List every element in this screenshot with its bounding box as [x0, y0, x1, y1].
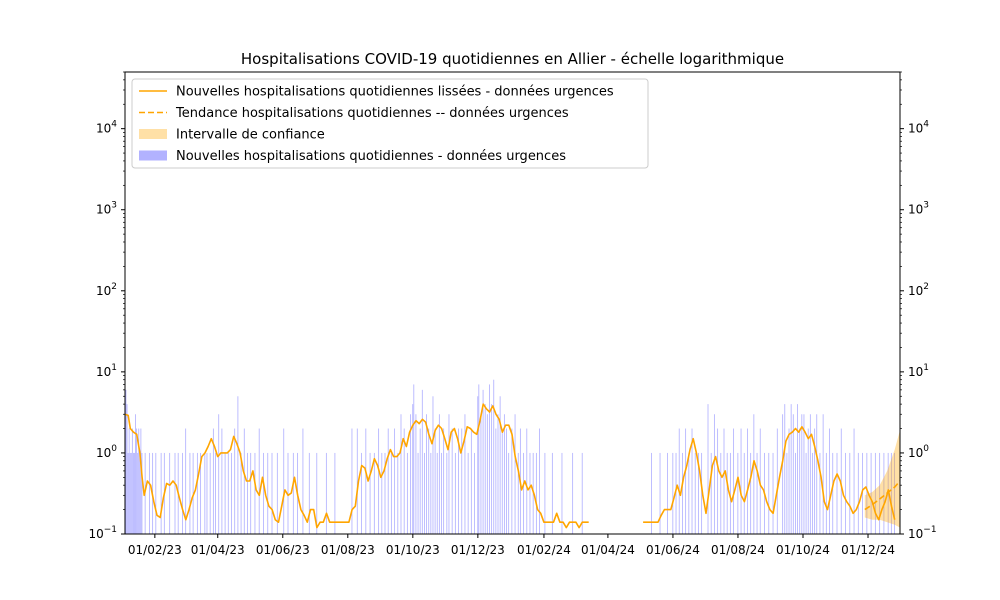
- daily-bar: [478, 384, 479, 534]
- x-tick-label: 01/10/23: [385, 543, 440, 557]
- daily-bar: [401, 414, 402, 534]
- y-tick-label-left: $10^3$: [95, 200, 117, 217]
- daily-bar: [837, 453, 838, 534]
- daily-bar: [426, 414, 427, 534]
- daily-bar: [784, 404, 785, 534]
- daily-bar: [506, 429, 507, 534]
- daily-bar: [801, 414, 802, 534]
- daily-bar: [866, 453, 867, 534]
- daily-bar: [741, 429, 742, 534]
- x-tick-label: 01/04/23: [190, 543, 245, 557]
- daily-bar: [511, 429, 512, 534]
- daily-bar: [415, 414, 416, 534]
- daily-bar: [133, 453, 134, 534]
- daily-bar: [430, 453, 431, 534]
- y-tick-label-right: $10^4$: [908, 119, 930, 136]
- daily-bar: [753, 414, 754, 534]
- daily-bar: [791, 404, 792, 534]
- x-tick-label: 01/02/24: [516, 543, 571, 557]
- x-tick-label: 01/06/23: [255, 543, 310, 557]
- daily-bar: [485, 404, 486, 534]
- y-tick-label-left: $10^0$: [95, 443, 117, 460]
- daily-bar: [789, 429, 790, 534]
- x-tick-label: 01/04/24: [580, 543, 635, 557]
- y-tick-label-left: $10^{-1}$: [88, 525, 117, 541]
- daily-bar: [500, 396, 501, 534]
- daily-bar: [225, 453, 226, 534]
- y-tick-label-right: $10^2$: [908, 281, 930, 298]
- daily-bar: [733, 429, 734, 534]
- daily-bar: [441, 453, 442, 534]
- daily-bar: [452, 429, 453, 534]
- daily-bar: [449, 414, 450, 534]
- y-tick-label-right: $10^3$: [908, 200, 930, 217]
- daily-bar: [468, 453, 469, 534]
- daily-bar: [688, 453, 689, 534]
- daily-bar: [823, 414, 824, 534]
- daily-bar: [777, 429, 778, 534]
- daily-bar: [418, 453, 419, 534]
- daily-bar: [808, 429, 809, 534]
- daily-bar: [259, 429, 260, 534]
- daily-bar: [135, 414, 136, 534]
- daily-bar: [737, 453, 738, 534]
- daily-bar: [394, 429, 395, 534]
- daily-bar: [720, 453, 721, 534]
- daily-bar: [283, 429, 284, 534]
- daily-bar: [293, 453, 294, 534]
- daily-bar: [132, 429, 133, 534]
- daily-bar: [126, 390, 127, 534]
- daily-bar: [816, 414, 817, 534]
- daily-bar: [247, 453, 248, 534]
- daily-bar: [381, 453, 382, 534]
- x-tick-label: 01/10/24: [776, 543, 830, 557]
- daily-bar: [829, 429, 830, 534]
- daily-bar: [127, 404, 128, 534]
- daily-bar: [221, 429, 222, 534]
- daily-bar: [799, 429, 800, 534]
- daily-bar: [215, 453, 216, 534]
- x-tick-label: 01/06/24: [645, 543, 700, 557]
- chart-title: Hospitalisations COVID-19 quotidiennes en Allier - échelle logarithmique: [240, 50, 785, 68]
- legend-label: Nouvelles hospitalisations quotidiennes lissées - données urgences: [176, 84, 614, 100]
- daily-bar: [820, 453, 821, 534]
- daily-bar: [388, 429, 389, 534]
- daily-bar: [139, 453, 140, 534]
- x-tick-label: 01/08/23: [320, 543, 375, 557]
- daily-bar: [795, 453, 796, 534]
- daily-bar: [155, 453, 156, 534]
- legend-swatch-bar: [139, 151, 167, 161]
- daily-bar: [724, 429, 725, 534]
- x-tick-label: 01/12/23: [450, 543, 505, 557]
- daily-bar: [498, 414, 499, 534]
- daily-bar: [530, 453, 531, 534]
- daily-bar: [523, 453, 524, 534]
- daily-bar: [489, 384, 490, 534]
- daily-bar: [708, 404, 709, 534]
- daily-bar: [352, 429, 353, 534]
- daily-bar: [493, 380, 494, 534]
- daily-bar: [474, 453, 475, 534]
- daily-bar: [244, 429, 245, 534]
- daily-bar: [526, 429, 527, 534]
- daily-bar: [241, 453, 242, 534]
- daily-bar: [483, 390, 484, 534]
- daily-bar: [365, 429, 366, 534]
- y-tick-label-left: $10^1$: [95, 362, 117, 379]
- daily-bar: [443, 429, 444, 534]
- legend-label: Intervalle de confiance: [176, 127, 325, 143]
- daily-bar: [149, 453, 150, 534]
- daily-bar: [228, 453, 229, 534]
- daily-bar: [391, 453, 392, 534]
- daily-bar: [136, 429, 137, 534]
- daily-bar: [845, 453, 846, 534]
- daily-bar: [128, 453, 129, 534]
- daily-bar: [420, 429, 421, 534]
- daily-bar: [378, 429, 379, 534]
- legend-label: Tendance hospitalisations quotidiennes -- données urgences: [176, 106, 569, 121]
- daily-bar: [849, 453, 850, 534]
- daily-bar: [471, 429, 472, 534]
- x-tick-label: 01/12/24: [841, 543, 895, 557]
- daily-bar: [502, 429, 503, 534]
- daily-bar: [495, 429, 496, 534]
- daily-bar: [231, 453, 232, 534]
- daily-bar: [210, 453, 211, 534]
- daily-bar: [757, 453, 758, 534]
- daily-bar: [370, 453, 371, 534]
- daily-bar: [374, 453, 375, 534]
- daily-bar: [161, 453, 162, 534]
- daily-bar: [854, 429, 855, 534]
- daily-bar: [504, 414, 505, 534]
- legend-swatch-band: [139, 129, 167, 139]
- daily-bar: [131, 453, 132, 534]
- daily-bar: [272, 453, 273, 534]
- daily-bar: [727, 453, 728, 534]
- daily-bar: [446, 453, 447, 534]
- daily-bar: [204, 453, 205, 534]
- daily-bar: [182, 453, 183, 534]
- daily-bar: [134, 453, 135, 534]
- daily-bar: [175, 453, 176, 534]
- x-tick-label: 01/08/24: [711, 543, 765, 557]
- daily-bar: [218, 414, 219, 534]
- daily-bar: [422, 390, 423, 534]
- daily-bar: [137, 453, 138, 534]
- daily-bar: [744, 453, 745, 534]
- legend: [132, 79, 648, 168]
- daily-bar: [695, 453, 696, 534]
- daily-bar: [302, 429, 303, 534]
- y-tick-label-right: $10^0$: [908, 443, 930, 460]
- daily-bar: [858, 453, 859, 534]
- daily-bar: [515, 414, 516, 534]
- daily-bar: [682, 453, 683, 534]
- daily-bar: [234, 429, 235, 534]
- daily-bar: [518, 453, 519, 534]
- daily-bar: [508, 453, 509, 534]
- daily-bar: [672, 453, 673, 534]
- daily-bar: [773, 453, 774, 534]
- daily-bar: [129, 429, 130, 534]
- daily-bar: [714, 414, 715, 534]
- daily-bar: [237, 396, 238, 534]
- daily-bar: [782, 414, 783, 534]
- daily-bar: [189, 453, 190, 534]
- y-tick-label-left: $10^2$: [95, 281, 117, 298]
- daily-bar: [711, 453, 712, 534]
- daily-bar: [140, 429, 141, 534]
- daily-bar: [786, 453, 787, 534]
- daily-bar: [660, 453, 661, 534]
- daily-bar: [487, 414, 488, 534]
- daily-bar: [428, 429, 429, 534]
- daily-bar: [309, 453, 310, 534]
- daily-bar: [207, 453, 208, 534]
- daily-bar: [404, 429, 405, 534]
- daily-bar: [667, 453, 668, 534]
- daily-bar: [491, 404, 492, 534]
- daily-bar: [806, 453, 807, 534]
- daily-bar: [685, 429, 686, 534]
- daily-bar: [679, 429, 680, 534]
- daily-bar: [477, 396, 478, 534]
- daily-bar: [750, 453, 751, 534]
- daily-bar: [413, 384, 414, 534]
- daily-bar: [717, 429, 718, 534]
- daily-bar: [437, 453, 438, 534]
- daily-bar: [255, 453, 256, 534]
- daily-bar: [424, 453, 425, 534]
- daily-bar: [169, 453, 170, 534]
- daily-bar: [357, 429, 358, 534]
- x-tick-label: 01/02/23: [127, 543, 182, 557]
- daily-bar: [747, 429, 748, 534]
- daily-bar: [481, 414, 482, 534]
- daily-bar: [461, 429, 462, 534]
- daily-bar: [812, 453, 813, 534]
- daily-bar: [539, 429, 540, 534]
- daily-bar: [407, 453, 408, 534]
- y-tick-label-right: $10^1$: [908, 362, 930, 379]
- daily-bar: [439, 414, 440, 534]
- daily-bar: [433, 396, 434, 534]
- daily-bar: [810, 414, 811, 534]
- daily-bar: [263, 453, 264, 534]
- daily-bar: [326, 453, 327, 534]
- daily-bar: [832, 453, 833, 534]
- daily-bar: [397, 453, 398, 534]
- daily-bar: [455, 453, 456, 534]
- daily-bar: [197, 453, 198, 534]
- daily-bar: [768, 453, 769, 534]
- y-tick-label-right: $10^{-1}$: [908, 525, 937, 541]
- daily-bar: [797, 404, 798, 534]
- daily-bar: [536, 453, 537, 534]
- daily-bar: [267, 453, 268, 534]
- daily-bar: [250, 453, 251, 534]
- daily-bar: [130, 453, 131, 534]
- y-tick-label-left: $10^4$: [95, 119, 117, 136]
- daily-bar: [826, 453, 827, 534]
- daily-bar: [435, 429, 436, 534]
- legend-label: Nouvelles hospitalisations quotidiennes - données urgences: [176, 149, 566, 164]
